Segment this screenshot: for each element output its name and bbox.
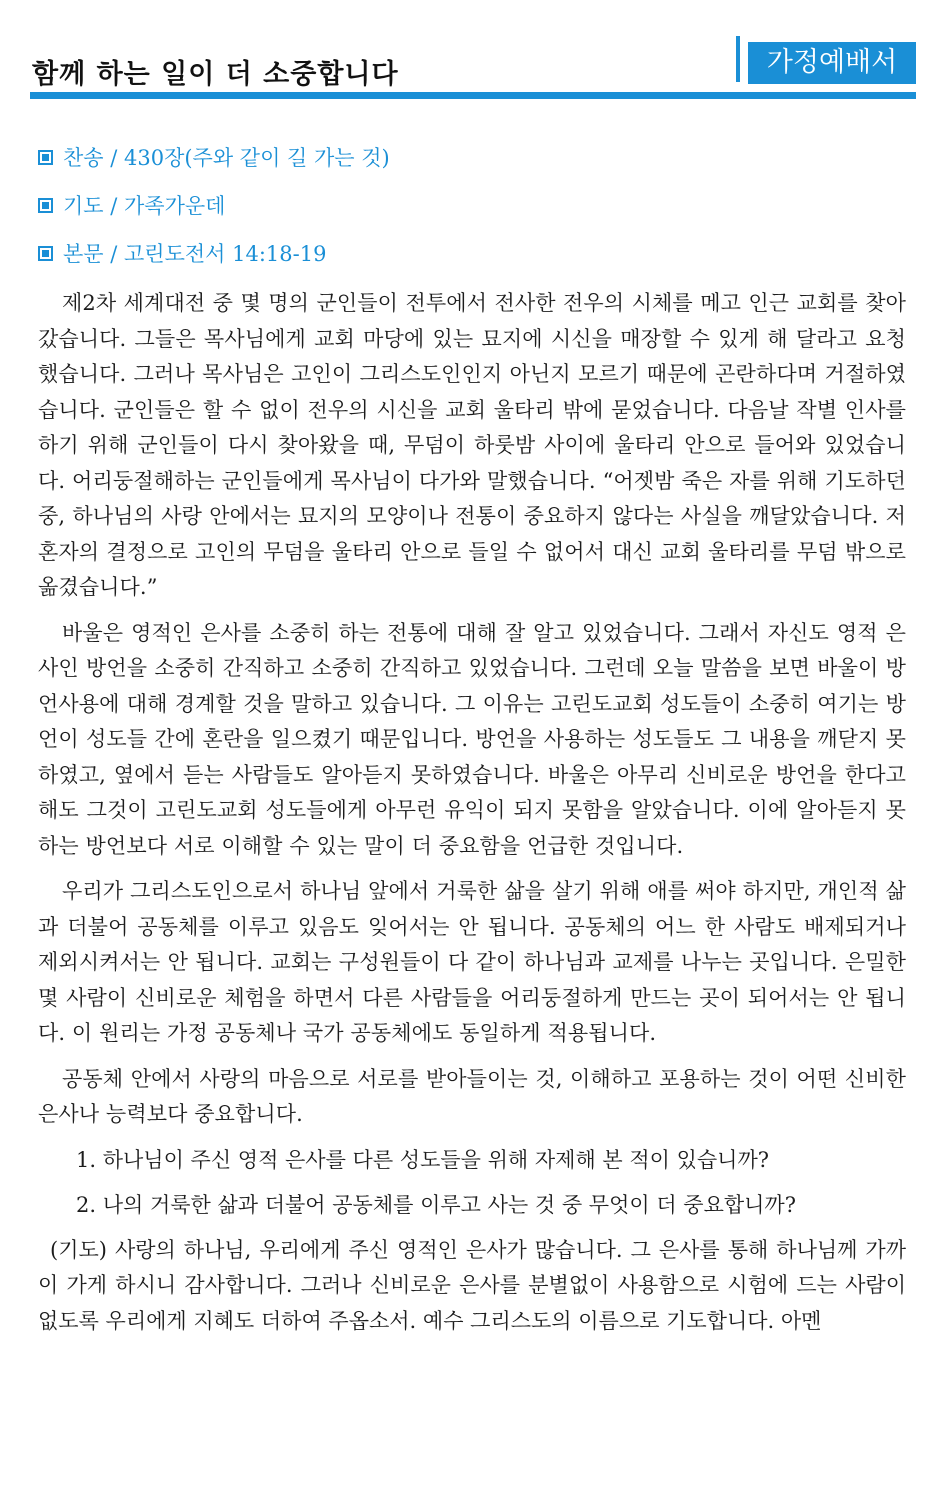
section-badge: 가정예배서 (748, 42, 916, 84)
reflection-question: 2. 나의 거룩한 삶과 더불어 공동체를 이루고 사는 것 중 무엇이 더 중요합니까? (76, 1192, 796, 1217)
header-rule (30, 92, 916, 99)
square-bullet-icon (38, 150, 53, 165)
prayer-info-text: 기도 / 가족가운데 (63, 194, 226, 218)
header (30, 36, 916, 100)
body-paragraph: 공동체 안에서 사랑의 마음으로 서로를 받아들이는 것, 이해하고 포용하는 것이 어떤 신비한 은사나 능력보다 중요합니다. (38, 1066, 906, 1126)
square-bullet-icon (38, 246, 53, 261)
scripture-line (38, 236, 898, 284)
body-paragraph: 바울은 영적인 은사를 소중히 하는 전통에 대해 잘 알고 있었습니다. 그래서 자신도 영적 은사인 방언을 소중히 간직하고 소중히 간직하고 있었습니다. 그런데 오늘 말씀을 보면 바울이 방언사용에 대해 경계할 것을 말하고 있습니다. 그 이유는 고린도교회 성도들이 소중히 여기는 방언이 성도들 간에 혼란을 일으켰기 때문입니다. 방언을 사용하는 성도들도 그 내용을 깨닫지 못하였고, 옆에서 듣는 사람들도 알아듣지 못하였습니다. 바울은 아무리 신비로운 방언을 한다고 해도 그것이 고린도교회 성도들에게 아무런 유익이 되지 못함을 알았습니다. 이에 알아듣지 못하는 방언보다 서로 이해할 수 있는 말이 더 중요함을 언급한 것입니다. (38, 620, 906, 858)
article-body (38, 286, 906, 1339)
hymn-line (38, 140, 898, 188)
body-paragraph: 우리가 그리스도인으로서 하나님 앞에서 거룩한 삶을 살기 위해 애를 써야 하지만, 개인적 삶과 더불어 공동체를 이루고 있음도 잊어서는 안 됩니다. 공동체의 어느 한 사람도 배제되거나 제외시켜서는 안 됩니다. 교회는 구성원들이 다 같이 하나님과 교제를 나누는 곳입니다. 은밀한 몇 사람이 신비로운 체험을 하면서 다른 사람들을 어리둥절하게 만드는 곳이 되어서는 안 됩니다. 이 원리는 가정 공동체나 국가 공동체에도 동일하게 적용됩니다. (38, 879, 906, 1045)
reflection-question: 1. 하나님이 주신 영적 은사를 다른 성도들을 위해 자제해 본 적이 있습니까? (76, 1147, 770, 1172)
body-paragraph: 제2차 세계대전 중 몇 명의 군인들이 전투에서 전사한 전우의 시체를 메고 인근 교회를 찾아갔습니다. 그들은 목사님에게 교회 마당에 있는 묘지에 시신을 매장할 수 있게 해 달라고 요청했습니다. 그러나 목사님은 고인이 그리스도인인지 아닌지 모르기 때문에 곤란하다며 거절하였습니다. 군인들은 할 수 없이 전우의 시신을 교회 울타리 밖에 묻었습니다. 다음날 작별 인사를 하기 위해 군인들이 다시 찾아왔을 때, 무덤이 하룻밤 사이에 울타리 안으로 들어와 있었습니다. 어리둥절해하는 군인들에게 목사님이 다가와 말했습니다. “어젯밤 죽은 자를 위해 기도하던 중, 하나님의 사랑 안에서는 묘지의 모양이나 전통이 중요하지 않다는 사실을 깨달았습니다. 저 혼자의 결정으로 고인의 무덤을 울타리 안으로 들일 수 없어서 대신 교회 울타리를 무덤 밖으로 옮겼습니다.” (38, 291, 906, 599)
badge-accent-bar (736, 36, 740, 82)
scripture-text: 본문 / 고린도전서 14:18-19 (63, 242, 327, 266)
page-title: 함께 하는 일이 더 소중합니다 (32, 59, 399, 90)
hymn-text: 찬송 / 430장(주와 같이 길 가는 것) (63, 146, 390, 170)
prayer-line (38, 188, 898, 236)
closing-prayer: (기도) 사랑의 하나님, 우리에게 주신 영적인 은사가 많습니다. 그 은사를 통해 하나님께 가까이 가게 하시니 감사합니다. 그러나 신비로운 은사를 분별없이 사용함으로 시험에 드는 사람이 없도록 우리에게 지혜도 더하여 주옵소서. 예수 그리스도의 이름으로 기도합니다. 아멘 (38, 1237, 906, 1333)
worship-info (38, 140, 898, 284)
square-bullet-icon (38, 198, 53, 213)
